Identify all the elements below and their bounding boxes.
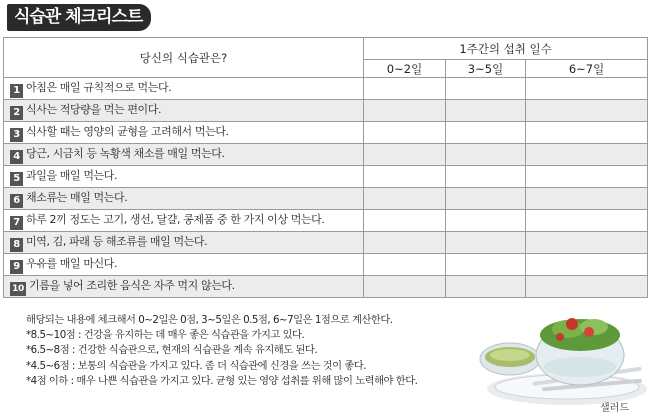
check-cell[interactable]: [446, 232, 526, 254]
item-text: 식사는 적당량을 먹는 편이다.: [26, 103, 162, 116]
checklist-row: [4, 78, 648, 100]
frequency-header: 1주간의 섭취 일수: [364, 38, 648, 60]
photo-caption: 샐러드: [600, 403, 629, 414]
column-header: 0~2일: [364, 60, 446, 78]
checklist-item: [4, 166, 364, 188]
checklist-row: [4, 254, 648, 276]
checklist-item: [4, 78, 364, 100]
item-number-badge: 5: [10, 172, 23, 186]
note-line: 해당되는 내용에 체크해서 0~2일은 0점, 3~5일은 0.5점, 6~7일은 1점으로 계산한다.: [26, 314, 393, 326]
check-cell[interactable]: [446, 100, 526, 122]
check-cell[interactable]: [526, 100, 648, 122]
item-text: 기름을 넣어 조리한 음식은 자주 먹지 않는다.: [29, 279, 235, 292]
checklist-item: [4, 210, 364, 232]
checklist-row: [4, 122, 648, 144]
item-text: 채소류는 매일 먹는다.: [26, 191, 128, 204]
check-cell[interactable]: [446, 188, 526, 210]
check-cell[interactable]: [526, 166, 648, 188]
page-title: 식습관 체크리스트: [7, 4, 151, 31]
check-cell[interactable]: [364, 232, 446, 254]
check-cell[interactable]: [446, 210, 526, 232]
check-cell[interactable]: [446, 254, 526, 276]
item-text: 당근, 시금치 등 녹황색 채소를 매일 먹는다.: [26, 147, 225, 160]
column-header: 3~5일: [446, 60, 526, 78]
checklist-table: [3, 37, 648, 298]
item-text: 우유를 매일 마신다.: [26, 257, 118, 270]
check-cell[interactable]: [526, 210, 648, 232]
check-cell[interactable]: [364, 122, 446, 144]
checklist-item: [4, 188, 364, 210]
checklist-item: [4, 122, 364, 144]
item-text: 식사할 때는 영양의 균형을 고려해서 먹는다.: [26, 125, 229, 138]
check-cell[interactable]: [526, 188, 648, 210]
check-cell[interactable]: [364, 276, 446, 298]
checklist-row: [4, 188, 648, 210]
checklist-item: [4, 276, 364, 298]
item-text: 하루 2끼 정도는 고기, 생선, 달걀, 콩제품 중 한 가지 이상 먹는다.: [26, 213, 325, 226]
check-cell[interactable]: [526, 122, 648, 144]
item-text: 아침은 매일 규칙적으로 먹는다.: [26, 81, 172, 94]
check-cell[interactable]: [446, 144, 526, 166]
check-cell[interactable]: [526, 276, 648, 298]
salad-photo: [472, 297, 650, 413]
note-line: *6.5~8점 : 건강한 식습관으로, 현재의 식습관을 계속 유지해도 된다.: [26, 344, 318, 357]
item-number-badge: 8: [10, 238, 23, 252]
checklist-row: [4, 210, 648, 232]
check-cell[interactable]: [364, 100, 446, 122]
checklist-row: [4, 166, 648, 188]
scoring-notes: [26, 313, 417, 389]
note-line: *8.5~10점 : 건강을 유지하는 데 매우 좋은 식습관을 가지고 있다.: [26, 329, 305, 342]
checklist-row: [4, 144, 648, 166]
check-cell[interactable]: [364, 210, 446, 232]
check-cell[interactable]: [526, 78, 648, 100]
checklist-item: [4, 254, 364, 276]
check-cell[interactable]: [446, 122, 526, 144]
check-cell[interactable]: [364, 144, 446, 166]
checklist-item: [4, 232, 364, 254]
checklist-row: [4, 232, 648, 254]
check-cell[interactable]: [364, 166, 446, 188]
item-number-badge: 6: [10, 194, 23, 208]
column-header: 6~7일: [526, 60, 648, 78]
item-number-badge: 1: [10, 84, 23, 98]
check-cell[interactable]: [364, 78, 446, 100]
check-cell[interactable]: [526, 254, 648, 276]
item-text: 과일을 매일 먹는다.: [26, 169, 118, 182]
item-number-badge: 7: [10, 216, 23, 230]
checklist-item: [4, 144, 364, 166]
item-number-badge: 4: [10, 150, 23, 164]
checklist-row: [4, 100, 648, 122]
item-text: 미역, 김, 파래 등 해조류를 매일 먹는다.: [26, 235, 208, 248]
note-line: *4.5~6점 : 보통의 식습관을 가지고 있다. 좀 더 식습관에 신경을 쓰는 것이 좋다.: [26, 359, 367, 372]
check-cell[interactable]: [446, 166, 526, 188]
item-number-badge: 2: [10, 106, 23, 120]
check-cell[interactable]: [446, 276, 526, 298]
checklist-item: [4, 100, 364, 122]
title-banner: [7, 2, 151, 32]
check-cell[interactable]: [364, 188, 446, 210]
note-line: *4점 이하 : 매우 나쁜 식습관을 가지고 있다. 균형 있는 영양 섭취를 위해 많이 노력해야 한다.: [26, 374, 418, 387]
item-number-badge: 10: [10, 282, 26, 296]
checklist-row: [4, 276, 648, 298]
check-cell[interactable]: [526, 232, 648, 254]
check-cell[interactable]: [446, 78, 526, 100]
item-number-badge: 9: [10, 260, 23, 274]
check-cell[interactable]: [526, 144, 648, 166]
item-number-badge: 3: [10, 128, 23, 142]
check-cell[interactable]: [364, 254, 446, 276]
question-header: 당신의 식습관은?: [4, 38, 364, 78]
